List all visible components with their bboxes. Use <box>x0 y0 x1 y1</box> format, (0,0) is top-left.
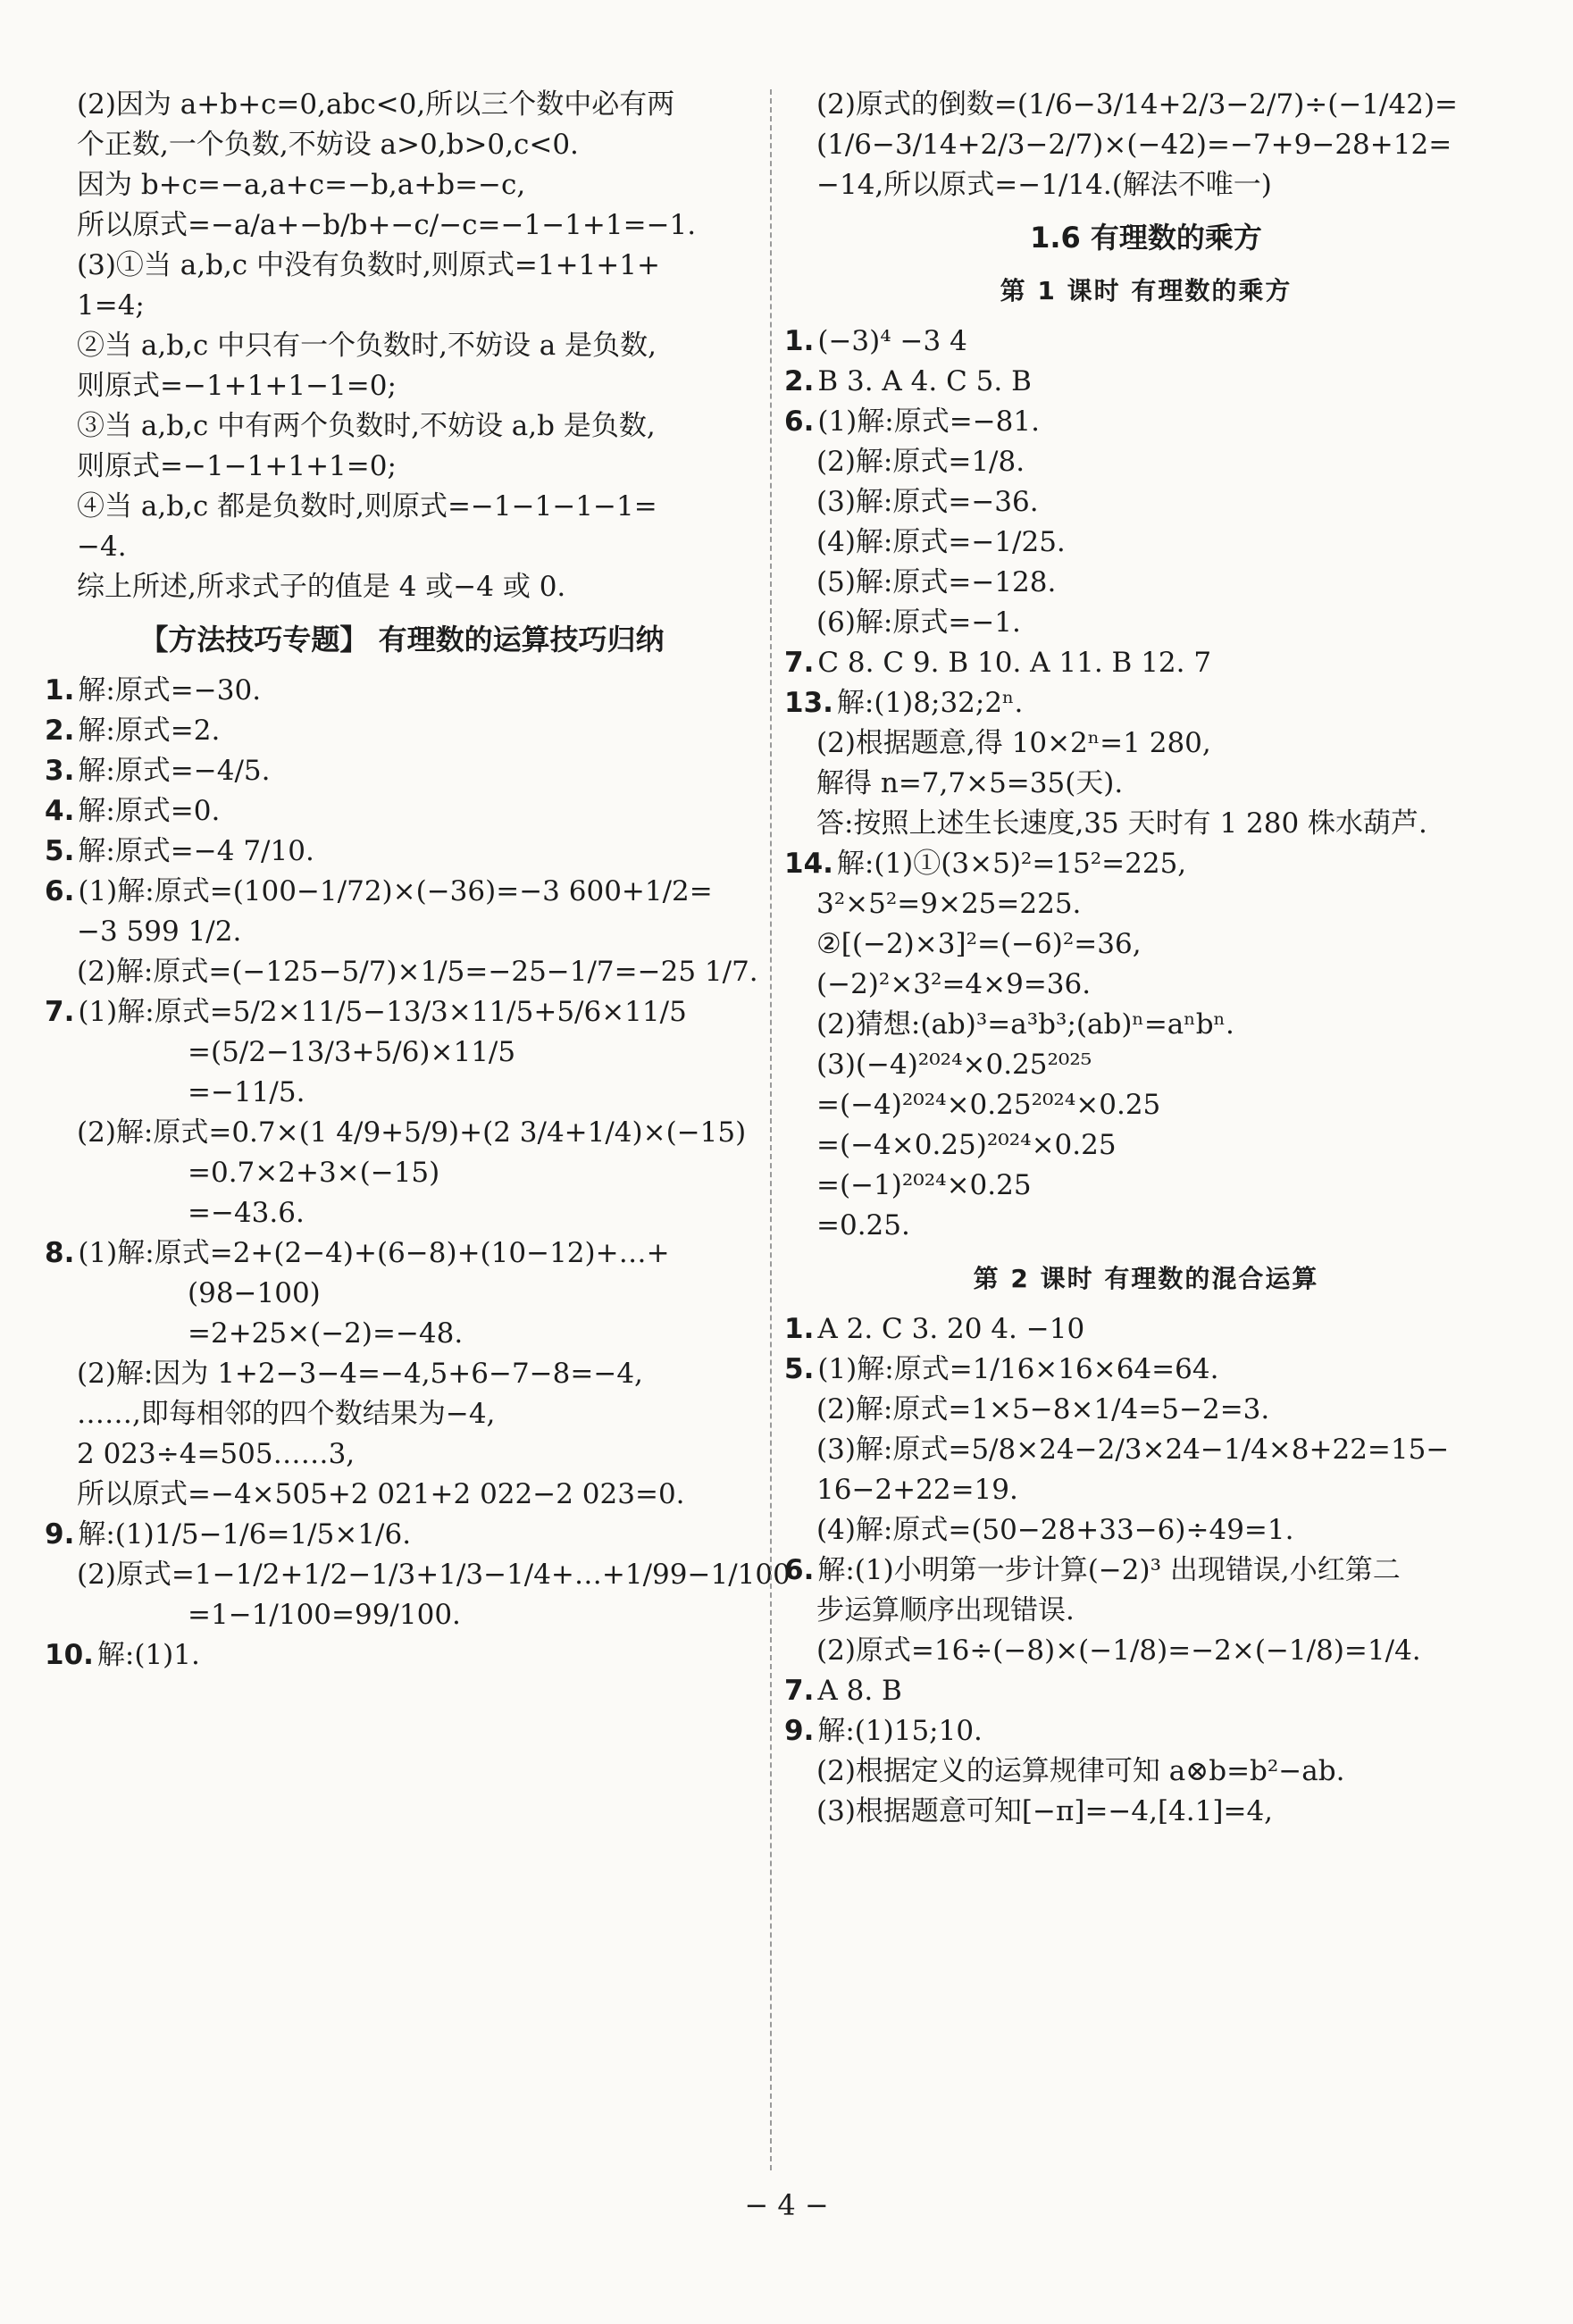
line-text: =−43.6. <box>188 1197 305 1229</box>
line-text: (2)解:原式=0.7×(1 4/9+5/9)+(2 3/4+1/4)×(−15) <box>77 1116 747 1149</box>
line-text: 所以原式=−a/a+−b/b+−c/−c=−1−1+1=−1. <box>77 209 697 241</box>
item-number: 6. <box>784 405 815 438</box>
line-text: =1−1/100=99/100. <box>188 1599 461 1631</box>
item-number: 1. <box>784 325 815 357</box>
text-line <box>45 711 759 751</box>
line-text: 解:原式=2. <box>78 715 221 747</box>
text-line <box>45 671 759 711</box>
column-divider <box>770 89 772 2170</box>
page-number: − 4 − <box>744 2188 829 2222</box>
line-text: 解:原式=−4/5. <box>78 755 271 787</box>
line-text: =0.25. <box>816 1209 910 1241</box>
line-text: −14,所以原式=−1/14.(解法不唯一) <box>816 169 1272 201</box>
line-text: =(−4)²⁰²⁴×0.25²⁰²⁴×0.25 <box>816 1089 1161 1121</box>
section-heading <box>45 620 759 660</box>
line-text: (2)原式的倒数=(1/6−3/14+2/3−2/7)÷(−1/42)= <box>816 88 1459 121</box>
text-line <box>45 1032 759 1073</box>
line-text: A 8. B <box>817 1675 902 1707</box>
text-line <box>45 1475 759 1515</box>
line-text: (2)解:原式=1/8. <box>816 446 1025 478</box>
line-text: 1.6 有理数的乘方 <box>1030 221 1262 255</box>
text-line <box>784 402 1508 442</box>
line-text: (5)解:原式=−128. <box>816 566 1057 598</box>
text-line <box>45 487 759 527</box>
text-line <box>784 563 1508 603</box>
line-text: ④当 a,b,c 都是负数时,则原式=−1−1−1−1= <box>77 490 657 522</box>
text-line <box>784 442 1508 482</box>
text-line <box>45 832 759 872</box>
line-text: 步运算顺序出现错误. <box>816 1594 1075 1626</box>
line-text: 16−2+22=19. <box>816 1474 1018 1506</box>
text-line <box>784 1390 1508 1430</box>
line-text: (1)解:原式=2+(2−4)+(6−8)+(10−12)+…+ <box>78 1237 670 1269</box>
text-line <box>45 1314 759 1354</box>
text-line <box>45 1193 759 1233</box>
section-heading <box>784 218 1508 258</box>
left-column <box>45 85 791 1676</box>
item-number: 5. <box>784 1353 815 1385</box>
text-line <box>784 683 1508 723</box>
right-column <box>784 85 1508 1832</box>
line-text: −4. <box>77 531 127 563</box>
line-text: 解:(1)①(3×5)²=15²=225, <box>836 848 1187 880</box>
text-line <box>784 1125 1508 1166</box>
text-line <box>784 1591 1508 1631</box>
line-text: (2)原式=1−1/2+1/2−1/3+1/3−1/4+…+1/99−1/100 <box>77 1559 791 1591</box>
text-line <box>784 1350 1508 1390</box>
line-text: 解:原式=−4 7/10. <box>78 835 314 867</box>
text-line <box>45 447 759 487</box>
line-text: (3)解:原式=5/8×24−2/3×24−1/4×8+22=15− <box>816 1434 1450 1466</box>
text-line <box>784 482 1508 522</box>
text-line <box>45 1073 759 1113</box>
text-line <box>45 1635 759 1676</box>
text-line <box>784 723 1508 764</box>
text-line <box>45 1153 759 1193</box>
line-text: (1)解:原式=1/16×16×64=64. <box>817 1353 1219 1385</box>
line-text: A 2. C 3. 20 4. −10 <box>817 1313 1085 1345</box>
line-text: (6)解:原式=−1. <box>816 606 1021 639</box>
line-text: (2)猜想:(ab)³=a³b³;(ab)ⁿ=aⁿbⁿ. <box>816 1008 1234 1041</box>
line-text: ②[(−2)×3]²=(−6)²=36, <box>816 928 1142 960</box>
text-line <box>45 567 759 607</box>
line-text: (2)根据定义的运算规律可知 a⊗b=b²−ab. <box>816 1755 1345 1787</box>
text-line <box>45 326 759 366</box>
line-text: 解:(1)8;32;2ⁿ. <box>836 687 1024 719</box>
text-line <box>784 362 1508 402</box>
text-line <box>45 1394 759 1434</box>
text-line <box>45 406 759 447</box>
text-line <box>784 1085 1508 1125</box>
text-line <box>45 872 759 912</box>
item-number: 1. <box>45 674 75 706</box>
text-line <box>784 603 1508 643</box>
text-line <box>45 1515 759 1555</box>
text-line <box>784 1309 1508 1350</box>
item-number: 13. <box>784 687 833 719</box>
line-text: =0.7×2+3×(−15) <box>188 1157 440 1189</box>
item-number: 1. <box>784 1313 815 1345</box>
section-heading <box>784 271 1508 311</box>
text-line <box>784 125 1508 165</box>
item-number: 5. <box>45 835 75 867</box>
text-line <box>45 165 759 205</box>
item-number: 8. <box>45 1237 75 1269</box>
line-text: 【方法技巧专题】 有理数的运算技巧归纳 <box>139 623 665 656</box>
line-text: (2)解:原式=(−125−5/7)×1/5=−25−1/7=−25 1/7. <box>77 956 758 988</box>
text-line <box>45 992 759 1032</box>
line-text: (2)原式=16÷(−8)×(−1/8)=−2×(−1/8)=1/4. <box>816 1634 1421 1667</box>
item-number: 3. <box>45 755 75 787</box>
text-line <box>45 286 759 326</box>
text-line <box>45 791 759 832</box>
line-text: (1)解:原式=−81. <box>817 405 1040 438</box>
item-number: 14. <box>784 848 833 880</box>
line-text: 解:(1)小明第一步计算(−2)³ 出现错误,小红第二 <box>817 1554 1401 1586</box>
item-number: 10. <box>45 1639 94 1671</box>
line-text: 解:(1)1/5−1/6=1/5×1/6. <box>78 1518 412 1551</box>
text-line <box>45 1354 759 1394</box>
line-text: 解:(1)1. <box>96 1639 200 1671</box>
text-line <box>45 1555 791 1595</box>
line-text: (3)解:原式=−36. <box>816 486 1039 518</box>
line-text: ③当 a,b,c 中有两个负数时,不妨设 a,b 是负数, <box>77 410 656 442</box>
text-line <box>784 1711 1508 1751</box>
text-line <box>45 1274 759 1314</box>
line-text: −3 599 1/2. <box>77 915 242 948</box>
item-number: 9. <box>45 1518 75 1551</box>
line-text: (3)根据题意可知[−π]=−4,[4.1]=4, <box>816 1795 1274 1827</box>
line-text: 1=4; <box>77 289 145 322</box>
line-text: (−3)⁴ −3 4 <box>817 325 967 357</box>
text-line <box>45 952 759 992</box>
line-text: =−11/5. <box>188 1076 305 1108</box>
line-text: (2)解:原式=1×5−8×1/4=5−2=3. <box>816 1393 1270 1425</box>
line-text: =(5/2−13/3+5/6)×11/5 <box>188 1036 516 1068</box>
line-text: 3²×5²=9×25=225. <box>816 888 1082 920</box>
text-line <box>784 844 1508 884</box>
line-text: (3)(−4)²⁰²⁴×0.25²⁰²⁵ <box>816 1049 1092 1081</box>
line-text: (2)因为 a+b+c=0,abc<0,所以三个数中必有两 <box>77 88 675 121</box>
item-number: 4. <box>45 795 75 827</box>
line-text: 则原式=−1−1+1+1=0; <box>77 450 397 482</box>
text-line <box>784 322 1508 362</box>
line-text: (2)解:因为 1+2−3−4=−4,5+6−7−8=−4, <box>77 1358 643 1390</box>
line-text: 第 2 课时 有理数的混合运算 <box>973 1264 1319 1293</box>
text-line <box>45 751 759 791</box>
text-line <box>784 1005 1508 1045</box>
text-line <box>45 527 759 567</box>
text-line <box>45 205 759 246</box>
text-line <box>45 1113 759 1153</box>
item-number: 2. <box>784 365 815 397</box>
line-text: B 3. A 4. C 5. B <box>817 365 1032 397</box>
text-line <box>784 1631 1508 1671</box>
line-text: (3)①当 a,b,c 中没有负数时,则原式=1+1+1+ <box>77 249 660 281</box>
line-text: (2)根据题意,得 10×2ⁿ=1 280, <box>816 727 1211 759</box>
line-text: ②当 a,b,c 中只有一个负数时,不妨设 a 是负数, <box>77 330 657 362</box>
item-number: 7. <box>45 996 75 1028</box>
line-text: ……,即每相邻的四个数结果为−4, <box>77 1398 496 1430</box>
item-number: 6. <box>784 1554 815 1586</box>
line-text: =(−1)²⁰²⁴×0.25 <box>816 1169 1032 1201</box>
text-line <box>784 1166 1508 1206</box>
item-number: 7. <box>784 1675 815 1707</box>
text-line <box>784 1206 1508 1246</box>
line-text: (4)解:原式=(50−28+33−6)÷49=1. <box>816 1514 1294 1546</box>
line-text: (4)解:原式=−1/25. <box>816 526 1066 558</box>
item-number: 7. <box>784 647 815 679</box>
line-text: (1/6−3/14+2/3−2/7)×(−42)=−7+9−28+12= <box>816 129 1452 161</box>
line-text: 个正数,一个负数,不妨设 a>0,b>0,c<0. <box>77 129 579 161</box>
line-text: 所以原式=−4×505+2 021+2 022−2 023=0. <box>77 1478 685 1510</box>
line-text: 第 1 课时 有理数的乘方 <box>1000 276 1293 305</box>
text-line <box>784 1671 1508 1711</box>
text-line <box>45 1233 759 1274</box>
line-text: 解:原式=−30. <box>78 674 262 706</box>
text-line <box>784 1751 1508 1792</box>
item-number: 2. <box>45 715 75 747</box>
text-line <box>784 165 1508 205</box>
line-text: 综上所述,所求式子的值是 4 或−4 或 0. <box>77 571 566 603</box>
line-text: =(−4×0.25)²⁰²⁴×0.25 <box>816 1129 1117 1161</box>
section-heading <box>784 1258 1508 1299</box>
line-text: (−2)²×3²=4×9=36. <box>816 968 1092 1000</box>
text-line <box>784 764 1508 804</box>
text-line <box>784 643 1508 683</box>
text-line <box>784 884 1508 924</box>
text-line <box>45 1595 759 1635</box>
line-text: (98−100) <box>188 1277 321 1309</box>
line-text: C 8. C 9. B 10. A 11. B 12. 7 <box>817 647 1212 679</box>
line-text: 因为 b+c=−a,a+c=−b,a+b=−c, <box>77 169 526 201</box>
text-line <box>784 1470 1508 1510</box>
text-line <box>784 1792 1508 1832</box>
text-line <box>784 965 1508 1005</box>
line-text: 解:原式=0. <box>78 795 221 827</box>
text-line <box>784 1430 1508 1470</box>
line-text: =2+25×(−2)=−48. <box>188 1317 464 1350</box>
text-line <box>45 85 759 125</box>
item-number: 9. <box>784 1715 815 1747</box>
text-line <box>45 366 759 406</box>
line-text: (1)解:原式=(100−1/72)×(−36)=−3 600+1/2= <box>78 875 713 907</box>
text-line <box>45 1434 759 1475</box>
text-line <box>784 924 1508 965</box>
text-line <box>784 804 1508 844</box>
text-line <box>784 1551 1508 1591</box>
text-line <box>784 1510 1508 1551</box>
text-line <box>45 125 759 165</box>
line-text: 解:(1)15;10. <box>817 1715 983 1747</box>
text-line <box>784 85 1508 125</box>
text-line <box>784 1045 1508 1085</box>
line-text: 答:按照上述生长速度,35 天时有 1 280 株水葫芦. <box>816 807 1427 840</box>
line-text: (1)解:原式=5/2×11/5−13/3×11/5+5/6×11/5 <box>78 996 687 1028</box>
text-line <box>45 246 759 286</box>
text-line <box>45 912 759 952</box>
line-text: 2 023÷4=505……3, <box>77 1438 356 1470</box>
item-number: 6. <box>45 875 75 907</box>
line-text: 解得 n=7,7×5=35(天). <box>816 767 1124 799</box>
text-line <box>784 522 1508 563</box>
line-text: 则原式=−1+1+1−1=0; <box>77 370 397 402</box>
